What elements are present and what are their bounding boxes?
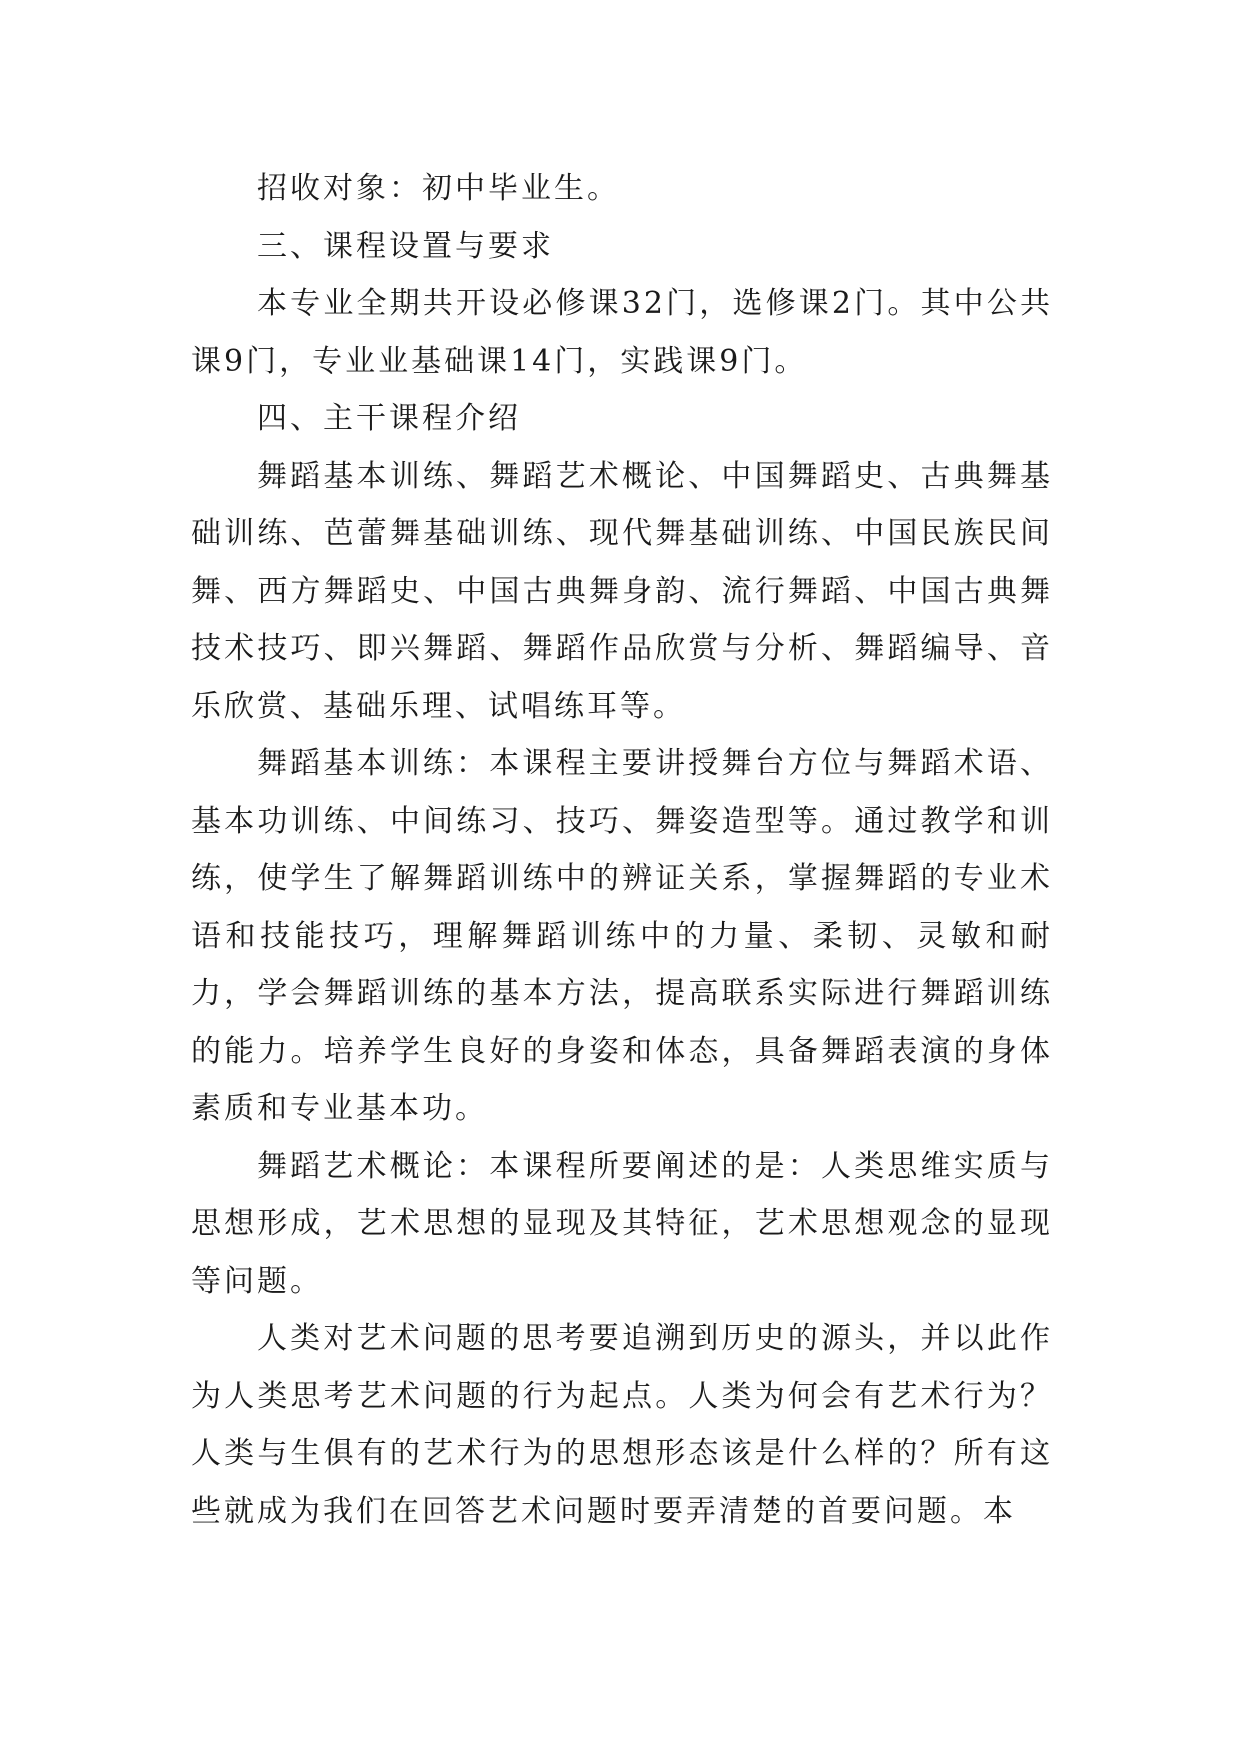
document-body bbox=[191, 160, 1053, 1540]
heading-course-setup: 三、课程设置与要求 bbox=[257, 228, 554, 264]
paragraph-course-count: 本专业全期共开设必修课32门，选修课2门。其中公共课9门，专业业基础课14门，实践课9门。 bbox=[191, 286, 1053, 379]
paragraph-enrollment: 招收对象：初中毕业生。 bbox=[257, 171, 620, 206]
paragraph-course-list: 舞蹈基本训练、舞蹈艺术概论、中国舞蹈史、古典舞基础训练、芭蕾舞基础训练、现代舞基础训练、中国民族民间舞、西方舞蹈史、中国古典舞身韵、流行舞蹈、中国古典舞技术技巧、即兴舞蹈、舞蹈作品欣赏与分析、舞蹈编导、音乐欣赏、基础乐理、试唱练耳等。 bbox=[191, 458, 1053, 724]
heading-main-courses: 四、主干课程介绍 bbox=[257, 401, 521, 436]
paragraph-art-origin: 人类对艺术问题的思考要追溯到历史的源头，并以此作为人类思考艺术问题的行为起点。人类为何会有艺术行为？人类与生俱有的艺术行为的思想形态该是什么样的？所有这些就成为我们在回答艺术问题时要弄清楚的首要问题。本 bbox=[191, 1321, 1053, 1529]
paragraph-art-theory: 舞蹈艺术概论：本课程所要阐述的是：人类思维实质与思想形成，艺术思想的显现及其特征，艺术思想观念的显现等问题。 bbox=[191, 1148, 1053, 1299]
paragraph-basic-training: 舞蹈基本训练：本课程主要讲授舞台方位与舞蹈术语、基本功训练、中间练习、技巧、舞姿造型等。通过教学和训练，使学生了解舞蹈训练中的辨证关系，掌握舞蹈的专业术语和技能技巧，理解舞蹈训练中的力量、柔韧、灵敏和耐力，学会舞蹈训练的基本方法，提高联系实际进行舞蹈训练的能力。培养学生良好的身姿和体态，具备舞蹈表演的身体素质和专业基本功。 bbox=[191, 746, 1053, 1126]
